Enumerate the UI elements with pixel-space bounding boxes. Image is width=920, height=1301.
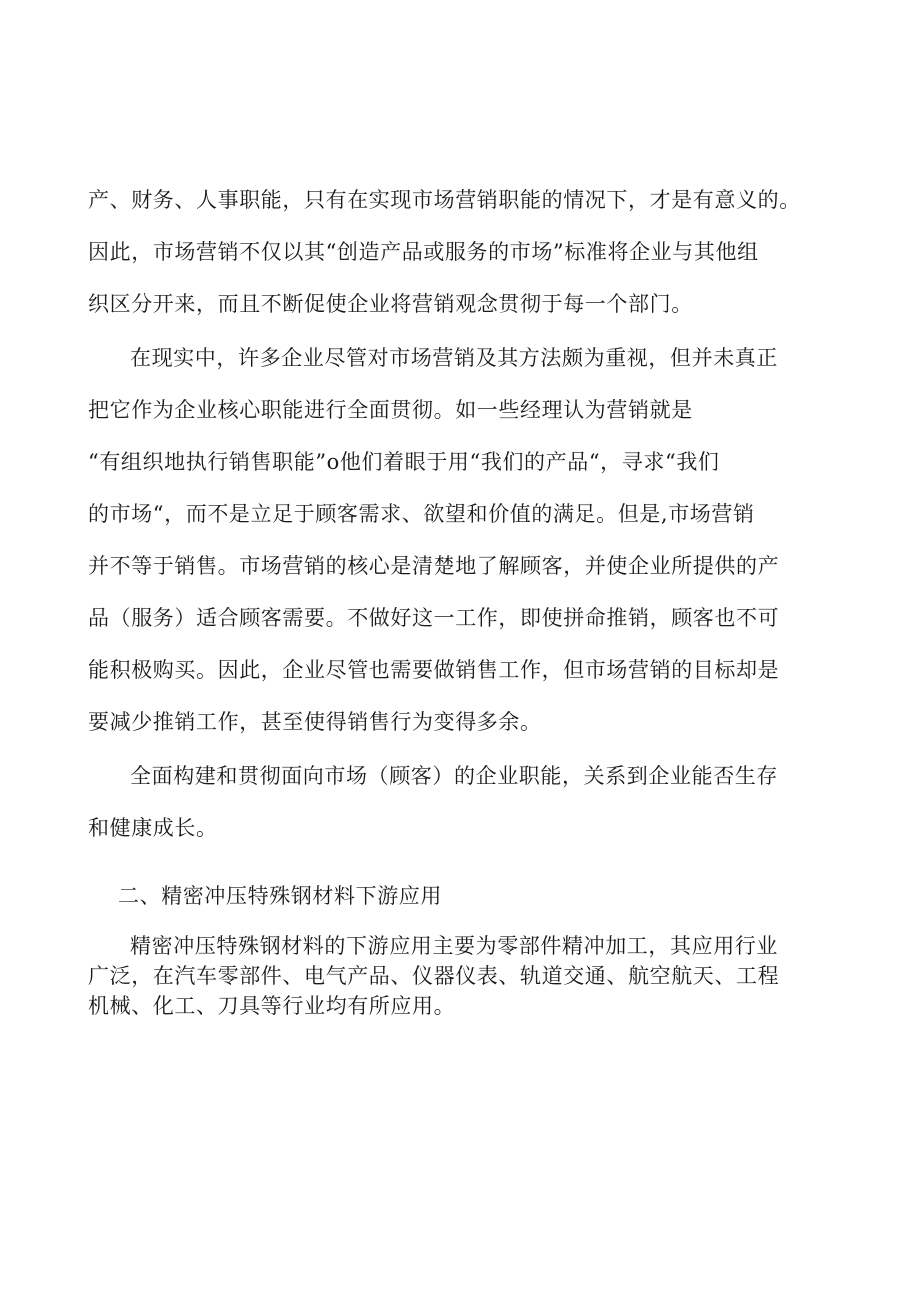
paragraph-line: 织区分开来，而且不断促使企业将营销观念贯彻于每一个部门。 (88, 292, 693, 316)
paragraph-line: 并不等于销售。市场营销的核心是清楚地了解顾客，并使企业所提供的产 (88, 554, 780, 578)
paragraph-line: 要减少推销工作，甚至使得销售行为变得多余。 (88, 710, 542, 734)
paragraph-line: 全面构建和贯彻面向市场（顾客）的企业职能，关系到企业能否生存 (130, 764, 778, 788)
paragraph-line: 精密冲压特殊钢材料的下游应用主要为零部件精冲加工，其应用行业 (130, 934, 778, 958)
paragraph-line: 品（服务）适合顾客需要。不做好这一工作，即使拼命推销，顾客也不可 (88, 606, 780, 630)
paragraph-line: 在现实中，许多企业尽管对市场营销及其方法颇为重视，但并未真正 (130, 346, 778, 370)
paragraph-line: 产、财务、人事职能，只有在实现市场营销职能的情况下，才是有意义的。 (88, 188, 801, 212)
paragraph-line: 广泛，在汽车零部件、电气产品、仪器仪表、轨道交通、航空航天、工程 (88, 964, 780, 988)
paragraph-line: “有组织地执行销售职能”o他们着眼于用“我们的产品“，寻求“我们 (88, 450, 720, 474)
paragraph-line: 的市场“，而不是立足于顾客需求、欲望和价值的满足。但是,市场营销 (88, 502, 755, 526)
paragraph-line: 机械、化工、刀具等行业均有所应用。 (88, 994, 456, 1018)
section-heading: 二、精密冲压特殊钢材料下游应用 (118, 884, 442, 908)
paragraph-line: 和健康成长。 (88, 816, 218, 840)
paragraph-line: 因此，市场营销不仅以其“创造产品或服务的市场”标准将企业与其他组 (88, 240, 759, 264)
paragraph-line: 把它作为企业核心职能进行全面贯彻。如一些经理认为营销就是 (88, 398, 693, 422)
paragraph-line: 能积极购买。因此，企业尽管也需要做销售工作，但市场营销的目标却是 (88, 658, 780, 682)
